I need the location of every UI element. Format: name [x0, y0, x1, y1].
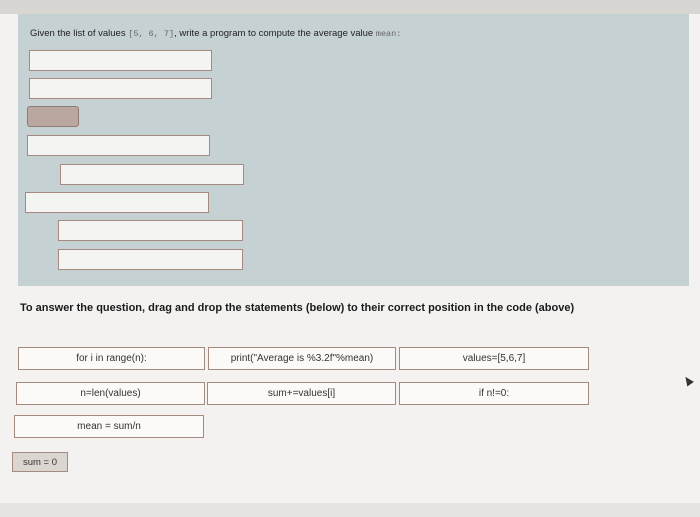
- drop-slot-3[interactable]: [27, 106, 79, 127]
- statement-n-len[interactable]: n=len(values): [16, 382, 205, 405]
- statement-if-n[interactable]: if n!=0:: [399, 382, 589, 405]
- statement-for-loop[interactable]: for i in range(n):: [18, 347, 205, 370]
- cursor-icon: [682, 375, 694, 387]
- drop-slot-5[interactable]: [60, 164, 244, 185]
- code-var: mean:: [375, 29, 402, 39]
- code-values: [5, 6, 7]: [128, 29, 175, 39]
- statement-values[interactable]: values=[5,6,7]: [399, 347, 589, 370]
- drop-slot-1[interactable]: [29, 50, 212, 71]
- drop-slot-4[interactable]: [27, 135, 210, 156]
- photo-top-edge: [0, 0, 700, 14]
- question-text: Given the list of values [5, 6, 7], write a program to compute the average value mean:: [30, 28, 402, 39]
- statement-mean[interactable]: mean = sum/n: [14, 415, 204, 438]
- drop-slot-2[interactable]: [29, 78, 212, 99]
- drop-slot-7[interactable]: [58, 220, 243, 241]
- drop-slot-6[interactable]: [25, 192, 209, 213]
- statement-print[interactable]: print("Average is %3.2f"%mean): [208, 347, 396, 370]
- drop-slot-8[interactable]: [58, 249, 243, 270]
- statement-sum-init[interactable]: sum = 0: [12, 452, 68, 472]
- instruction-text: To answer the question, drag and drop the statements (below) to their correct position in the code (above): [20, 302, 575, 314]
- statement-sum-accumulate[interactable]: sum+=values[i]: [207, 382, 396, 405]
- photo-bottom-edge: [0, 503, 700, 517]
